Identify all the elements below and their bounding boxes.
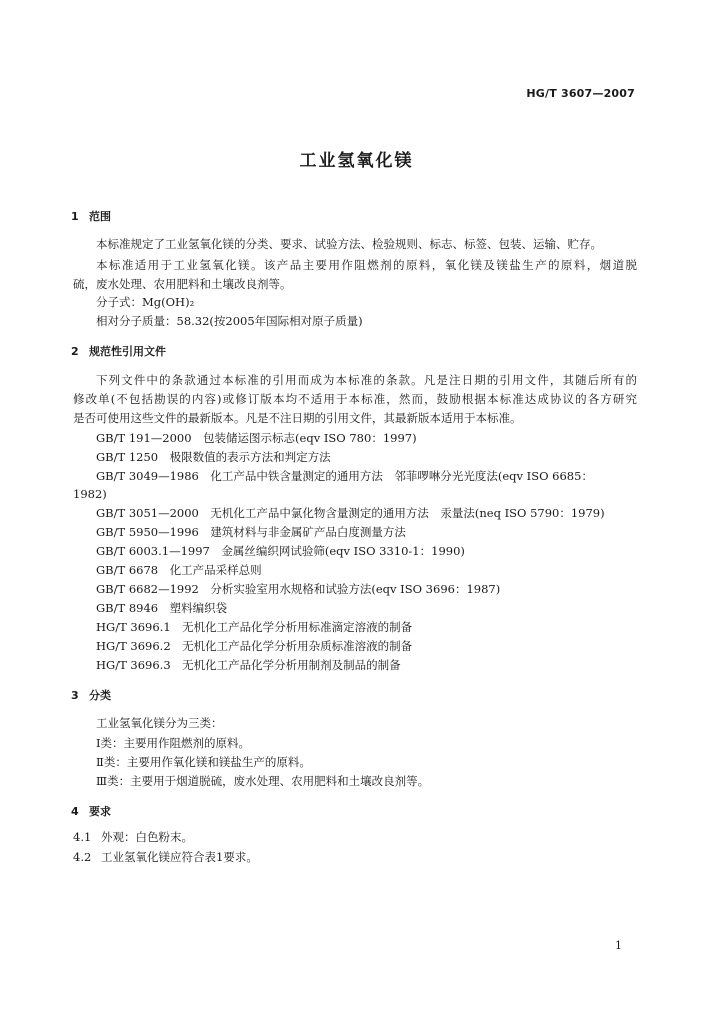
section-number: 2 — [71, 345, 79, 358]
reference-item-continuation: 1982) — [73, 487, 107, 501]
page-number: 1 — [615, 939, 622, 952]
section-1-heading — [71, 208, 111, 224]
reference-item: GB/T 6682—1992 分析实验室用水规格和试验方法(eqv ISO 3696：1987) — [96, 582, 501, 596]
standard-code: HG/T 3607—2007 — [526, 87, 635, 100]
clause-number: 4.1 — [73, 830, 92, 844]
document-title: 工业氢氧化镁 — [299, 151, 414, 171]
requirement-item — [73, 830, 193, 844]
section-number: 1 — [71, 210, 79, 223]
clause-text: 工业氢氧化镁应符合表1要求。 — [101, 850, 258, 864]
reference-item: GB/T 3051—2000 无机化工产品中氯化物含量测定的通用方法 汞量法(neq ISO 5790：1979) — [96, 506, 605, 520]
paragraph-line: 工业氢氧化镁分为三类： — [96, 716, 223, 730]
molecular-mass: 相对分子质量：58.32(按2005年国际相对原子质量) — [96, 314, 363, 328]
paragraph-line: 是否可使用这些文件的最新版本。凡是不注日期的引用文件，其最新版本适用于本标准。 — [73, 411, 522, 425]
reference-item: GB/T 6003.1—1997 金属丝编织网试验筛(eqv ISO 3310-1：1990) — [96, 544, 465, 558]
section-title: 规范性引用文件 — [89, 345, 166, 358]
paragraph-line: 本标准适用于工业氢氧化镁。该产品主要用作阻燃剂的原料，氧化镁及镁盐生产的原料，烟道脱 — [96, 258, 637, 272]
reference-item: HG/T 3696.1 无机化工产品化学分析用标准滴定溶液的制备 — [96, 620, 413, 634]
paragraph-line: 本标准规定了工业氢氧化镁的分类、要求、试验方法、检验规则、标志、标签、包装、运输、贮存。 — [96, 237, 602, 251]
section-4-heading — [71, 803, 111, 819]
clause-number: 4.2 — [73, 850, 92, 864]
reference-item: GB/T 8946 塑料编织袋 — [96, 601, 228, 615]
reference-item: HG/T 3696.2 无机化工产品化学分析用杂质标准溶液的制备 — [96, 639, 413, 653]
paragraph-line: 下列文件中的条款通过本标准的引用而成为本标准的条款。凡是注日期的引用文件，其随后所有的 — [96, 373, 637, 387]
reference-item: GB/T 191—2000 包装储运图示标志(eqv ISO 780：1997) — [96, 431, 417, 445]
class-item: Ⅲ类：主要用于烟道脱硫，废水处理、农用肥料和土壤改良剂等。 — [96, 774, 430, 788]
section-title: 要求 — [89, 805, 111, 818]
reference-item: GB/T 5950—1996 建筑材料与非金属矿产品白度测量方法 — [96, 525, 406, 539]
molecular-formula: 分子式：Mg(OH)₂ — [96, 295, 195, 309]
clause-text: 外观：白色粉末。 — [101, 830, 193, 844]
reference-item: GB/T 3049—1986 化工产品中铁含量测定的通用方法 邻菲啰啉分光光度法(eqv ISO 6685： — [96, 469, 593, 483]
reference-item: HG/T 3696.3 无机化工产品化学分析用制剂及制品的制备 — [96, 658, 401, 672]
section-2-heading — [71, 343, 166, 359]
section-number: 3 — [71, 689, 79, 702]
class-item: Ⅰ类：主要用作阻燃剂的原料。 — [96, 736, 251, 750]
paragraph-line: 硫，废水处理、农用肥料和土壤改良剂等。 — [73, 277, 292, 291]
paragraph-line: 修改单(不包括勘误的内容)或修订版本均不适用于本标准，然而，鼓励根据本标准达成协议的各方研究 — [73, 392, 637, 406]
section-3-heading — [71, 687, 111, 703]
class-item: Ⅱ类：主要用作氧化镁和镁盐生产的原料。 — [96, 755, 311, 769]
requirement-item — [73, 850, 258, 864]
reference-item: GB/T 6678 化工产品采样总则 — [96, 563, 262, 577]
section-title: 范围 — [89, 210, 111, 223]
reference-item: GB/T 1250 极限数值的表示方法和判定方法 — [96, 450, 331, 464]
section-title: 分类 — [89, 689, 111, 702]
section-number: 4 — [71, 805, 79, 818]
